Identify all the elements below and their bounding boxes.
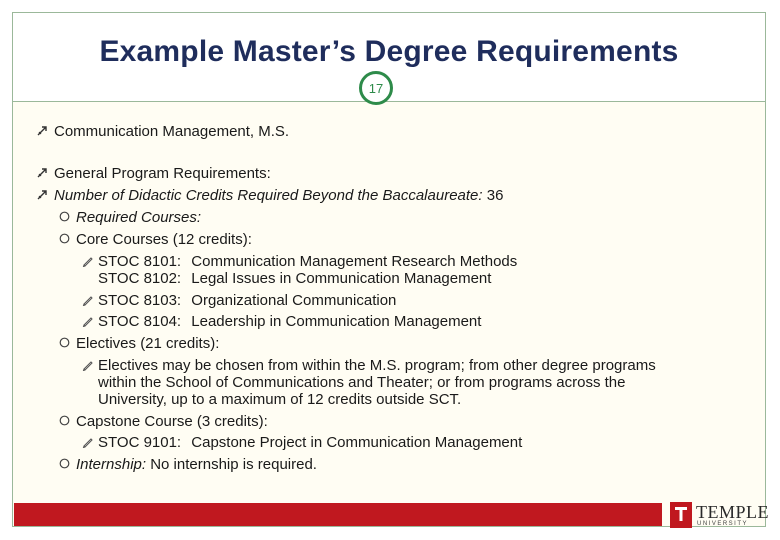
bullet-program xyxy=(54,123,289,140)
bullet-capstone xyxy=(76,413,268,430)
electives-text-line xyxy=(98,391,461,408)
core-course-item xyxy=(98,313,481,330)
required-courses: Required Courses: xyxy=(76,209,202,226)
course-code: STOC 8104: xyxy=(98,313,182,330)
course-code: STOC 9101: xyxy=(98,434,182,451)
logo-subtitle: UNIVERSITY xyxy=(697,521,749,527)
internship-text: No internship is required. xyxy=(150,456,317,473)
electives-heading: Electives (21 credits): xyxy=(76,335,220,352)
core-course-item xyxy=(98,292,396,309)
bullet-general xyxy=(54,165,271,182)
electives-text: within the School of Communications and Theater; or from programs across the xyxy=(98,374,626,391)
bullet-electives xyxy=(76,335,219,352)
program-name: Communication Management, M.S. xyxy=(54,123,290,140)
core-heading: Core Courses (12 credits): xyxy=(76,231,252,248)
internship-label: Internship: xyxy=(76,456,147,473)
pen-bullet-icon xyxy=(82,436,94,448)
capstone-heading: Capstone Course (3 credits): xyxy=(76,413,268,430)
circle-bullet-icon xyxy=(59,415,70,426)
bullet-arrow-icon xyxy=(36,165,50,179)
circle-bullet-icon xyxy=(59,233,70,244)
circle-bullet-icon xyxy=(59,458,70,469)
pen-bullet-icon xyxy=(82,294,94,306)
course-code: STOC 8101: xyxy=(98,253,182,270)
pen-bullet-icon xyxy=(82,359,94,371)
temple-logo xyxy=(670,500,769,530)
core-course-item xyxy=(98,270,491,287)
electives-text: University, up to a maximum of 12 credits outside SCT. xyxy=(98,391,462,408)
electives-text: Electives may be chosen from within the M.S. program; from other degree programs xyxy=(98,357,656,374)
bullet-didactic xyxy=(54,187,503,204)
circle-bullet-icon xyxy=(59,211,70,222)
general-heading: General Program Requirements: xyxy=(54,165,271,182)
bullet-internship xyxy=(76,456,317,473)
logo-wordmark: TEMPLE xyxy=(696,502,769,522)
capstone-course-item xyxy=(98,434,522,451)
course-name: Capstone Project in Communication Management xyxy=(191,434,523,451)
pen-bullet-icon xyxy=(82,255,94,267)
page-number-badge: 17 xyxy=(359,71,393,105)
circle-bullet-icon xyxy=(59,337,70,348)
temple-t-icon xyxy=(670,502,692,528)
bullet-required xyxy=(76,209,201,226)
bullet-core xyxy=(76,231,252,248)
course-name: Organizational Communication xyxy=(191,292,397,309)
footer-bar xyxy=(14,503,662,526)
course-name: Communication Management Research Methods xyxy=(191,253,518,270)
didactic-label: Number of Didactic Credits Required Beyond the Baccalaureate: xyxy=(54,187,483,204)
course-name: Legal Issues in Communication Management xyxy=(191,270,492,287)
pen-bullet-icon xyxy=(82,315,94,327)
electives-text-line xyxy=(98,374,625,391)
electives-text-line xyxy=(98,357,656,374)
core-course-item xyxy=(98,253,517,270)
bullet-arrow-icon xyxy=(36,123,50,137)
slide-title: Example Master’s Degree Requirements xyxy=(99,35,679,68)
course-code: STOC 8103: xyxy=(98,292,182,309)
course-code: STOC 8102: xyxy=(98,270,182,287)
bullet-arrow-icon xyxy=(36,187,50,201)
didactic-value: 36 xyxy=(486,187,504,204)
course-name: Leadership in Communication Management xyxy=(191,313,482,330)
